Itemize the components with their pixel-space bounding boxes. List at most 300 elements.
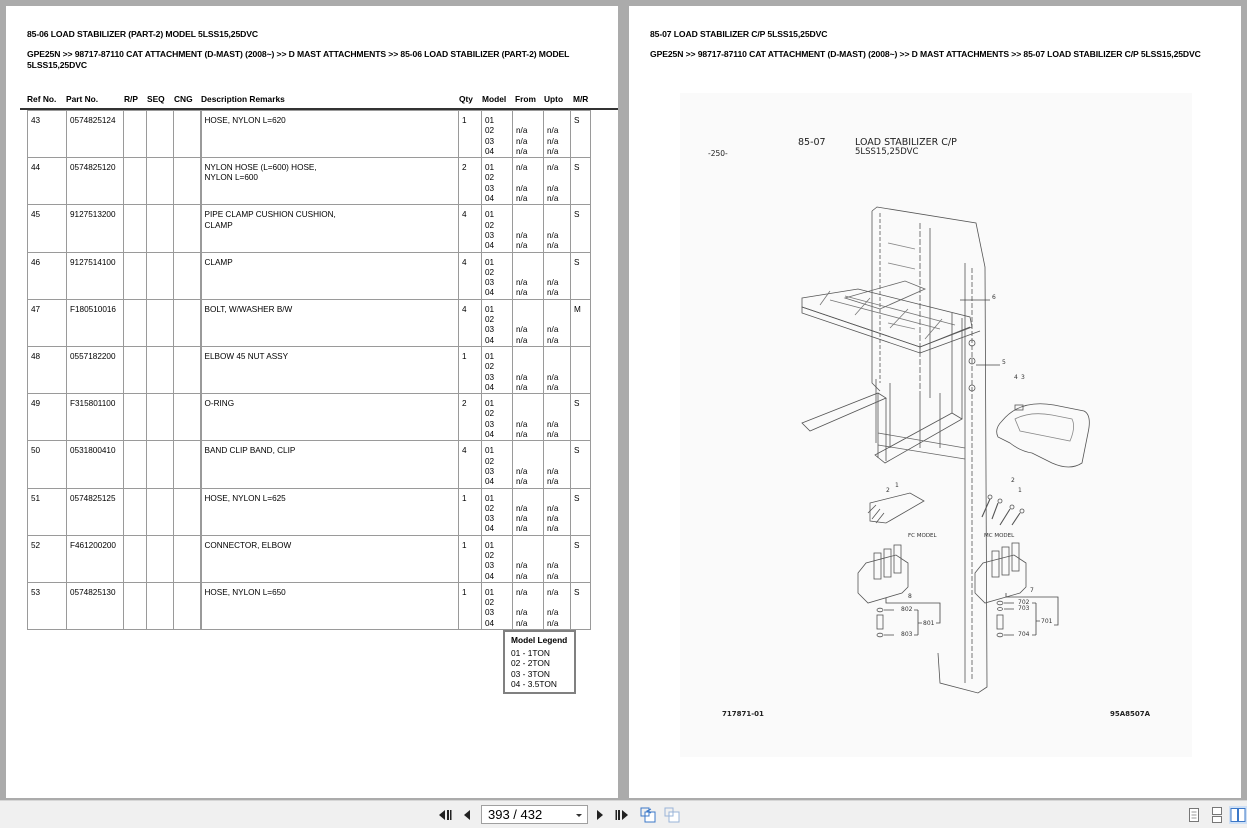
upto-cell-line: n/a [547,503,559,513]
ref-no-cell: 44 [28,158,67,205]
ref-no-cell: 47 [28,299,67,346]
model-cell [482,158,513,205]
upto-cell [544,111,571,158]
from-cell-line: n/a [516,419,528,429]
continuous-page-icon [1211,807,1223,823]
model-cell [482,252,513,299]
table-row [28,252,591,299]
rp-cell [124,535,147,582]
part-no-cell: 0531800410 [67,441,124,488]
description-cell-line: BAND CLIP BAND, CLIP [204,446,296,456]
rp-cell [124,346,147,393]
from-cell-line [516,210,540,220]
description-cell-line: CLAMP [204,257,233,267]
upto-cell-line: n/a [547,241,559,251]
upto-cell-line: n/a [547,278,559,288]
upto-cell [544,158,571,205]
from-cell-line: n/a [516,514,528,524]
mr-cell: S [571,488,591,535]
description-cell [201,535,459,582]
next-view-button[interactable] [664,806,680,824]
part-no-cell: F315801100 [67,394,124,441]
ref-no-cell: 45 [28,205,67,252]
first-page-button[interactable] [437,806,453,824]
rp-cell [124,252,147,299]
parts-diagram [680,93,1192,757]
mc-control-valve [975,543,1026,603]
diagram-section-title: LOAD STABILIZER C/P [855,137,957,148]
model-cell-line: 04 [485,194,495,204]
upto-cell-line: n/a [547,194,559,204]
from-cell-line: n/a [516,241,528,251]
description-cell [201,205,459,252]
model-cell-line: 01 [485,304,495,314]
part-no-cell: F461200200 [67,535,124,582]
upto-cell-line: n/a [547,335,559,345]
model-cell [482,488,513,535]
model-cell-line: 01 [485,446,495,456]
ref-no-cell: 53 [28,582,67,629]
fc-model-label: FC MODEL [908,533,937,539]
next-page-icon [595,809,605,821]
mr-cell: M [571,299,591,346]
page-title: 85-07 LOAD STABILIZER C/P 5LSS15,25DVC [650,29,828,39]
from-cell [513,252,544,299]
table-row [28,535,591,582]
description-cell-line: HOSE, NYLON L=650 [204,587,286,597]
model-cell-line: 04 [485,241,495,251]
upto-cell-line: n/a [547,183,559,193]
description-cell-line: PIPE CLAMP CUSHION CUSHION, [204,210,336,220]
upto-cell-line: n/a [547,524,559,534]
from-cell-line [516,352,540,362]
description-cell-line: HOSE, NYLON L=625 [204,493,286,503]
from-cell-line: n/a [516,335,528,345]
model-cell-line: 04 [485,571,495,581]
model-cell-line: 04 [485,618,495,628]
upto-cell-line [547,551,567,561]
from-cell-line [516,551,540,561]
from-cell-line: n/a [516,382,528,392]
upto-cell [544,205,571,252]
from-cell-line: n/a [516,503,528,513]
upto-cell-line [547,352,567,362]
from-cell-line: n/a [516,230,528,240]
previous-page-icon [462,809,472,821]
part-no-cell: 0574825125 [67,488,124,535]
model-cell-line: 01 [485,257,495,267]
seq-cell [147,582,174,629]
upto-cell-line [547,221,567,231]
table-row [28,488,591,535]
col-ref: Ref No. [27,94,57,104]
upto-cell-line: n/a [547,288,559,298]
from-cell-line [516,173,540,183]
from-cell-line: n/a [516,183,528,193]
from-cell-line: n/a [516,146,528,156]
from-cell [513,394,544,441]
model-cell [482,111,513,158]
upto-cell-line: n/a [547,146,559,156]
callout: 702 [1018,599,1030,606]
rp-cell [124,205,147,252]
col-desc: Description Remarks [201,94,285,104]
upto-cell-line: n/a [547,136,559,146]
upto-cell [544,535,571,582]
mr-cell: S [571,205,591,252]
cng-cell [174,205,201,252]
description-cell [201,299,459,346]
model-legend [503,630,576,694]
from-cell-line: n/a [516,194,528,204]
from-cell-line: n/a [516,466,528,476]
callout: 704 [1018,631,1030,638]
from-cell-line [516,221,540,231]
last-page-icon [615,809,629,821]
seq-cell [147,299,174,346]
model-cell-line: 04 [485,335,495,345]
from-cell-line: n/a [516,571,528,581]
model-cell [482,394,513,441]
model-cell-line: 03 [485,608,495,618]
col-seq: SEQ [147,94,165,104]
upto-cell-line: n/a [547,382,559,392]
from-cell-line [516,399,540,409]
upto-cell-line: n/a [547,514,559,524]
table-row [28,441,591,488]
from-cell-line [516,598,540,608]
last-page-button[interactable] [614,806,630,824]
from-cell [513,488,544,535]
ref-no-cell: 43 [28,111,67,158]
previous-view-icon [640,807,656,823]
upto-cell-line: n/a [547,618,559,628]
upto-cell [544,346,571,393]
callout: 703 [1018,605,1030,612]
model-cell-line: 01 [485,351,495,361]
model-cell-line: 02 [485,362,495,372]
qty-cell: 2 [459,158,482,205]
callout: 8 [908,593,912,600]
single-page-icon [1188,807,1200,823]
upto-cell-line [547,210,567,220]
previous-view-button[interactable] [640,806,656,824]
upto-cell-line: n/a [547,372,559,382]
upto-cell-line [547,457,567,467]
page-number-value: 393 / 432 [488,807,543,822]
description-cell-line: CLAMP [204,220,233,230]
model-cell [482,582,513,629]
seq-cell [147,441,174,488]
upto-cell [544,441,571,488]
from-cell-line: n/a [516,618,528,628]
navigation-toolbar [0,800,1247,828]
upto-cell [544,394,571,441]
callout: 2 [1011,477,1015,484]
seq-cell [147,488,174,535]
cng-cell [174,252,201,299]
model-cell-line: 04 [485,524,495,534]
table-row [28,582,591,629]
seq-cell [147,205,174,252]
upto-cell-line [547,173,567,183]
upto-cell-line [547,446,567,456]
legend-item: 04 - 3.5TON [511,679,557,690]
qty-cell: 4 [459,205,482,252]
from-cell-line: n/a [516,126,528,136]
callout: 1 [1018,487,1022,494]
upto-cell [544,582,571,629]
upto-cell-line: n/a [547,587,559,597]
drawing-code: 95A8507A [1110,710,1151,718]
qty-cell: 1 [459,346,482,393]
model-cell-line: 03 [485,183,495,193]
table-row [28,205,591,252]
from-cell-line: n/a [516,561,528,571]
from-cell-line: n/a [516,587,528,597]
callout: 7 [1030,587,1034,594]
parts-table [27,110,591,630]
model-cell-line: 04 [485,477,495,487]
table-row [28,299,591,346]
mr-cell: S [571,582,591,629]
rp-cell [124,441,147,488]
upto-cell-line: n/a [547,608,559,618]
table-row [28,394,591,441]
mr-cell: S [571,111,591,158]
table-row [28,158,591,205]
description-cell-line: NYLON L=600 [204,173,258,183]
breadcrumb: GPE25N >> 98717-87110 CAT ATTACHMENT (D-MAST) (2008~) >> D MAST ATTACHMENTS >> 85-07 LOAD STABILIZER C/P 5LSS15,25DVC [650,49,1201,59]
model-cell [482,346,513,393]
from-cell-line [516,409,540,419]
qty-cell: 1 [459,535,482,582]
from-cell-line [516,446,540,456]
from-cell-line: n/a [516,325,528,335]
from-cell-line [516,116,540,126]
description-cell [201,158,459,205]
continuous-view-button[interactable] [1209,806,1225,824]
from-cell-line [516,457,540,467]
col-rp: R/P [124,94,138,104]
model-cell-line: 01 [485,493,495,503]
page-right [629,6,1241,798]
description-cell [201,394,459,441]
drawing-number: 717871-01 [722,710,764,718]
from-cell-line [516,362,540,372]
upto-cell-line: n/a [547,163,559,173]
model-cell-line: 01 [485,587,495,597]
from-cell-line: n/a [516,372,528,382]
from-cell [513,582,544,629]
model-cell-line: 03 [485,325,495,335]
model-cell-line: 03 [485,419,495,429]
two-page-view-button[interactable] [1229,806,1247,824]
from-cell [513,299,544,346]
col-part: Part No. [66,94,99,104]
previous-page-button[interactable] [459,806,475,824]
chevron-down-icon[interactable] [576,814,582,817]
qty-cell: 1 [459,111,482,158]
diagram-section-model: 5LSS15,25DVC [855,147,919,157]
rp-cell [124,111,147,158]
page-title: 85-06 LOAD STABILIZER (PART-2) MODEL 5LSS15,25DVC [27,29,258,39]
upto-cell [544,252,571,299]
ref-no-cell: 51 [28,488,67,535]
model-cell-line: 03 [485,278,495,288]
from-cell-line: n/a [516,136,528,146]
callout: 3 [1021,374,1025,381]
from-cell-line [516,494,540,504]
model-cell-line: 04 [485,430,495,440]
model-cell-line: 04 [485,288,495,298]
qty-cell: 1 [459,582,482,629]
upto-cell-line [547,399,567,409]
description-cell-line: O-RING [204,399,235,409]
model-cell-line: 02 [485,267,495,277]
qty-cell: 2 [459,394,482,441]
cng-cell [174,394,201,441]
part-no-cell: 9127513200 [67,205,124,252]
from-cell-line [516,258,540,268]
upto-cell-line [547,268,567,278]
model-cell-line: 02 [485,126,495,136]
part-no-cell: 0574825120 [67,158,124,205]
mr-cell: S [571,252,591,299]
upto-cell-line [547,494,567,504]
description-cell-line: HOSE, NYLON L=620 [204,116,286,125]
description-cell-line: CONNECTOR, ELBOW [204,540,292,550]
table-row [28,346,591,393]
rp-cell [124,394,147,441]
seq-cell [147,346,174,393]
model-cell-line: 03 [485,230,495,240]
diagram-section-no: 85-07 [798,137,826,148]
callout: 2 [886,487,890,494]
next-page-button[interactable] [592,806,608,824]
page-marker: -250- [708,149,728,158]
ref-no-cell: 49 [28,394,67,441]
upto-cell-line [547,258,567,268]
from-cell-line [516,315,540,325]
from-cell-line: n/a [516,288,528,298]
qty-cell: 1 [459,488,482,535]
rp-cell [124,582,147,629]
description-cell [201,111,459,158]
upto-cell-line [547,598,567,608]
upto-cell-line: n/a [547,230,559,240]
callout: 701 [1041,618,1053,625]
from-cell-line [516,305,540,315]
model-cell-line: 02 [485,456,495,466]
callout: 1 [895,482,899,489]
from-cell-line [516,268,540,278]
cng-cell [174,299,201,346]
model-cell-line: 02 [485,220,495,230]
cng-cell [174,111,201,158]
single-page-view-button[interactable] [1186,806,1202,824]
model-cell-line: 02 [485,503,495,513]
cng-cell [174,488,201,535]
seq-cell [147,535,174,582]
col-qty: Qty [459,94,473,104]
two-page-icon [1230,807,1246,823]
description-cell [201,488,459,535]
ref-no-cell: 46 [28,252,67,299]
callout: 801 [923,620,935,627]
from-cell-line: n/a [516,430,528,440]
model-cell-line: 01 [485,210,495,220]
from-cell-line [516,541,540,551]
from-cell [513,111,544,158]
mc-model-label: MC MODEL [984,533,1015,539]
mr-cell [571,346,591,393]
col-mr: M/R [573,94,589,104]
model-cell [482,299,513,346]
model-cell-line: 04 [485,382,495,392]
qty-cell: 4 [459,299,482,346]
model-cell-line: 01 [485,399,495,409]
description-cell-line: ELBOW 45 NUT ASSY [204,351,289,361]
upto-cell-line [547,305,567,315]
upto-cell-line [547,362,567,372]
description-cell [201,252,459,299]
seq-cell [147,158,174,205]
from-cell-line: n/a [516,278,528,288]
seq-cell [147,111,174,158]
mr-cell: S [571,441,591,488]
legend-heading: Model Legend [511,635,568,645]
seq-cell [147,394,174,441]
callout: 803 [901,631,913,638]
load-stabilizer-illustration [680,93,1192,757]
table-row [28,111,591,158]
cng-cell [174,535,201,582]
model-cell-line: 03 [485,372,495,382]
description-cell-line: BOLT, W/WASHER B/W [204,304,293,314]
upto-cell-line [547,116,567,126]
upto-cell-line: n/a [547,126,559,136]
model-cell [482,535,513,582]
col-model: Model [482,94,507,104]
part-no-cell: 0574825130 [67,582,124,629]
model-cell [482,441,513,488]
from-cell-line: n/a [516,477,528,487]
page-number-input[interactable] [481,805,588,824]
upto-cell-line: n/a [547,477,559,487]
seq-cell [147,252,174,299]
legend-item: 01 - 1TON [511,647,550,658]
from-cell-line: n/a [516,524,528,534]
cng-cell [174,346,201,393]
model-cell-line: 02 [485,173,495,183]
ref-no-cell: 48 [28,346,67,393]
description-cell-line: NYLON HOSE (L=600) HOSE, [204,163,317,173]
from-cell [513,441,544,488]
next-view-icon [664,807,680,823]
description-cell [201,441,459,488]
part-no-cell: 0557182200 [67,346,124,393]
model-cell-line: 01 [485,163,495,173]
part-no-cell: 9127514100 [67,252,124,299]
callout: 802 [901,606,913,613]
upto-cell-line: n/a [547,466,559,476]
model-cell-line: 04 [485,146,495,156]
rp-cell [124,299,147,346]
mr-cell: S [571,394,591,441]
callout: 6 [992,294,996,301]
model-cell-line: 03 [485,466,495,476]
